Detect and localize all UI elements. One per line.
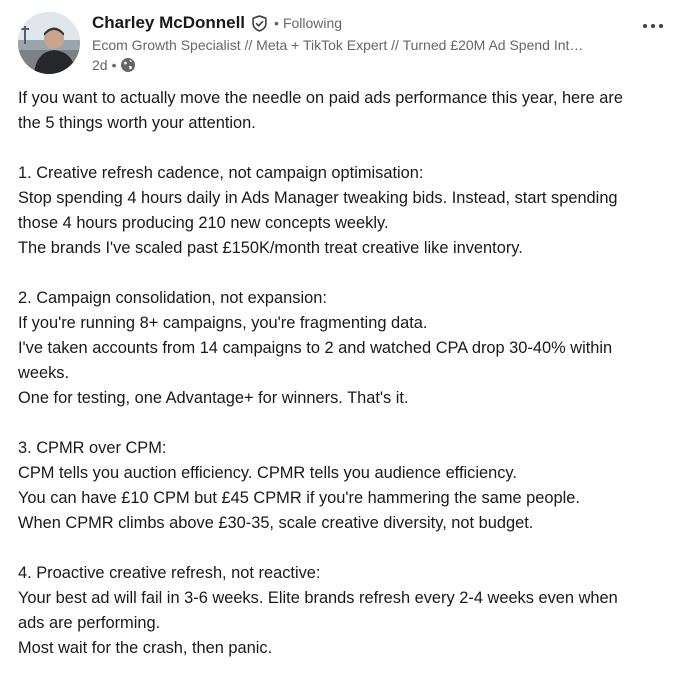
post-line: If you're running 8+ campaigns, you're fragmenting data. [18,314,428,332]
author-avatar[interactable] [18,12,80,74]
globe-icon [120,57,136,73]
post-line [18,536,678,561]
author-name[interactable]: Charley McDonnell [92,13,246,32]
post-line: 4. Proactive creative refresh, not reactive: [18,564,321,582]
author-headline: Ecom Growth Specialist // Meta + TikTok Expert // Turned £20M Ad Spend Int… [92,37,584,53]
post-line [18,136,678,161]
post-line: Most wait for the crash, then panic. [18,639,273,657]
post-line: 1. Creative refresh cadence, not campaign optimisation: [18,164,424,182]
post-line: weeks. [18,364,70,382]
post-line: I've taken accounts from 14 campaigns to 2 and watched CPA drop 30-40% within [18,339,613,357]
post-line: One for testing, one Advantage+ for winners. That's it. [18,389,409,407]
follow-separator: • [274,15,279,31]
post-body [18,86,678,661]
post-header [18,12,673,74]
author-name-row [92,12,632,34]
post-line: 2. Campaign consolidation, not expansion: [18,289,327,307]
post-line: 3. CPMR over CPM: [18,439,167,457]
post-line: You can have £10 CPM but £45 CPMR if you're hammering the same people. [18,489,580,507]
post-line: When CPMR climbs above £30-35, scale creative diversity, not budget. [18,514,534,532]
post-line [18,261,678,286]
meta-separator: • [111,57,117,73]
verified-shield-icon [251,15,268,32]
post-line [18,411,678,436]
post-line: the 5 things worth your attention. [18,114,256,132]
post-line: CPM tells you auction efficiency. CPMR tells you audience efficiency. [18,464,517,482]
post-line: Stop spending 4 hours daily in Ads Manager tweaking bids. Instead, start spending [18,189,618,207]
follow-status[interactable]: Following [282,15,343,31]
more-options-button[interactable] [633,12,673,40]
author-info [92,12,632,74]
avatar-photo [18,12,80,74]
post-line: If you want to actually move the needle on paid ads performance this year, here are [18,89,623,107]
post-line: Your best ad will fail in 3-6 weeks. Elite brands refresh every 2-4 weeks even when [18,589,618,607]
post-line: ads are performing. [18,614,161,632]
post-meta [92,56,632,74]
post-line: The brands I've scaled past £150K/month treat creative like inventory. [18,239,523,257]
more-horizontal-icon [642,23,664,29]
post-line: those 4 hours producing 210 new concepts weekly. [18,214,389,232]
post-time: 2d [92,57,108,73]
